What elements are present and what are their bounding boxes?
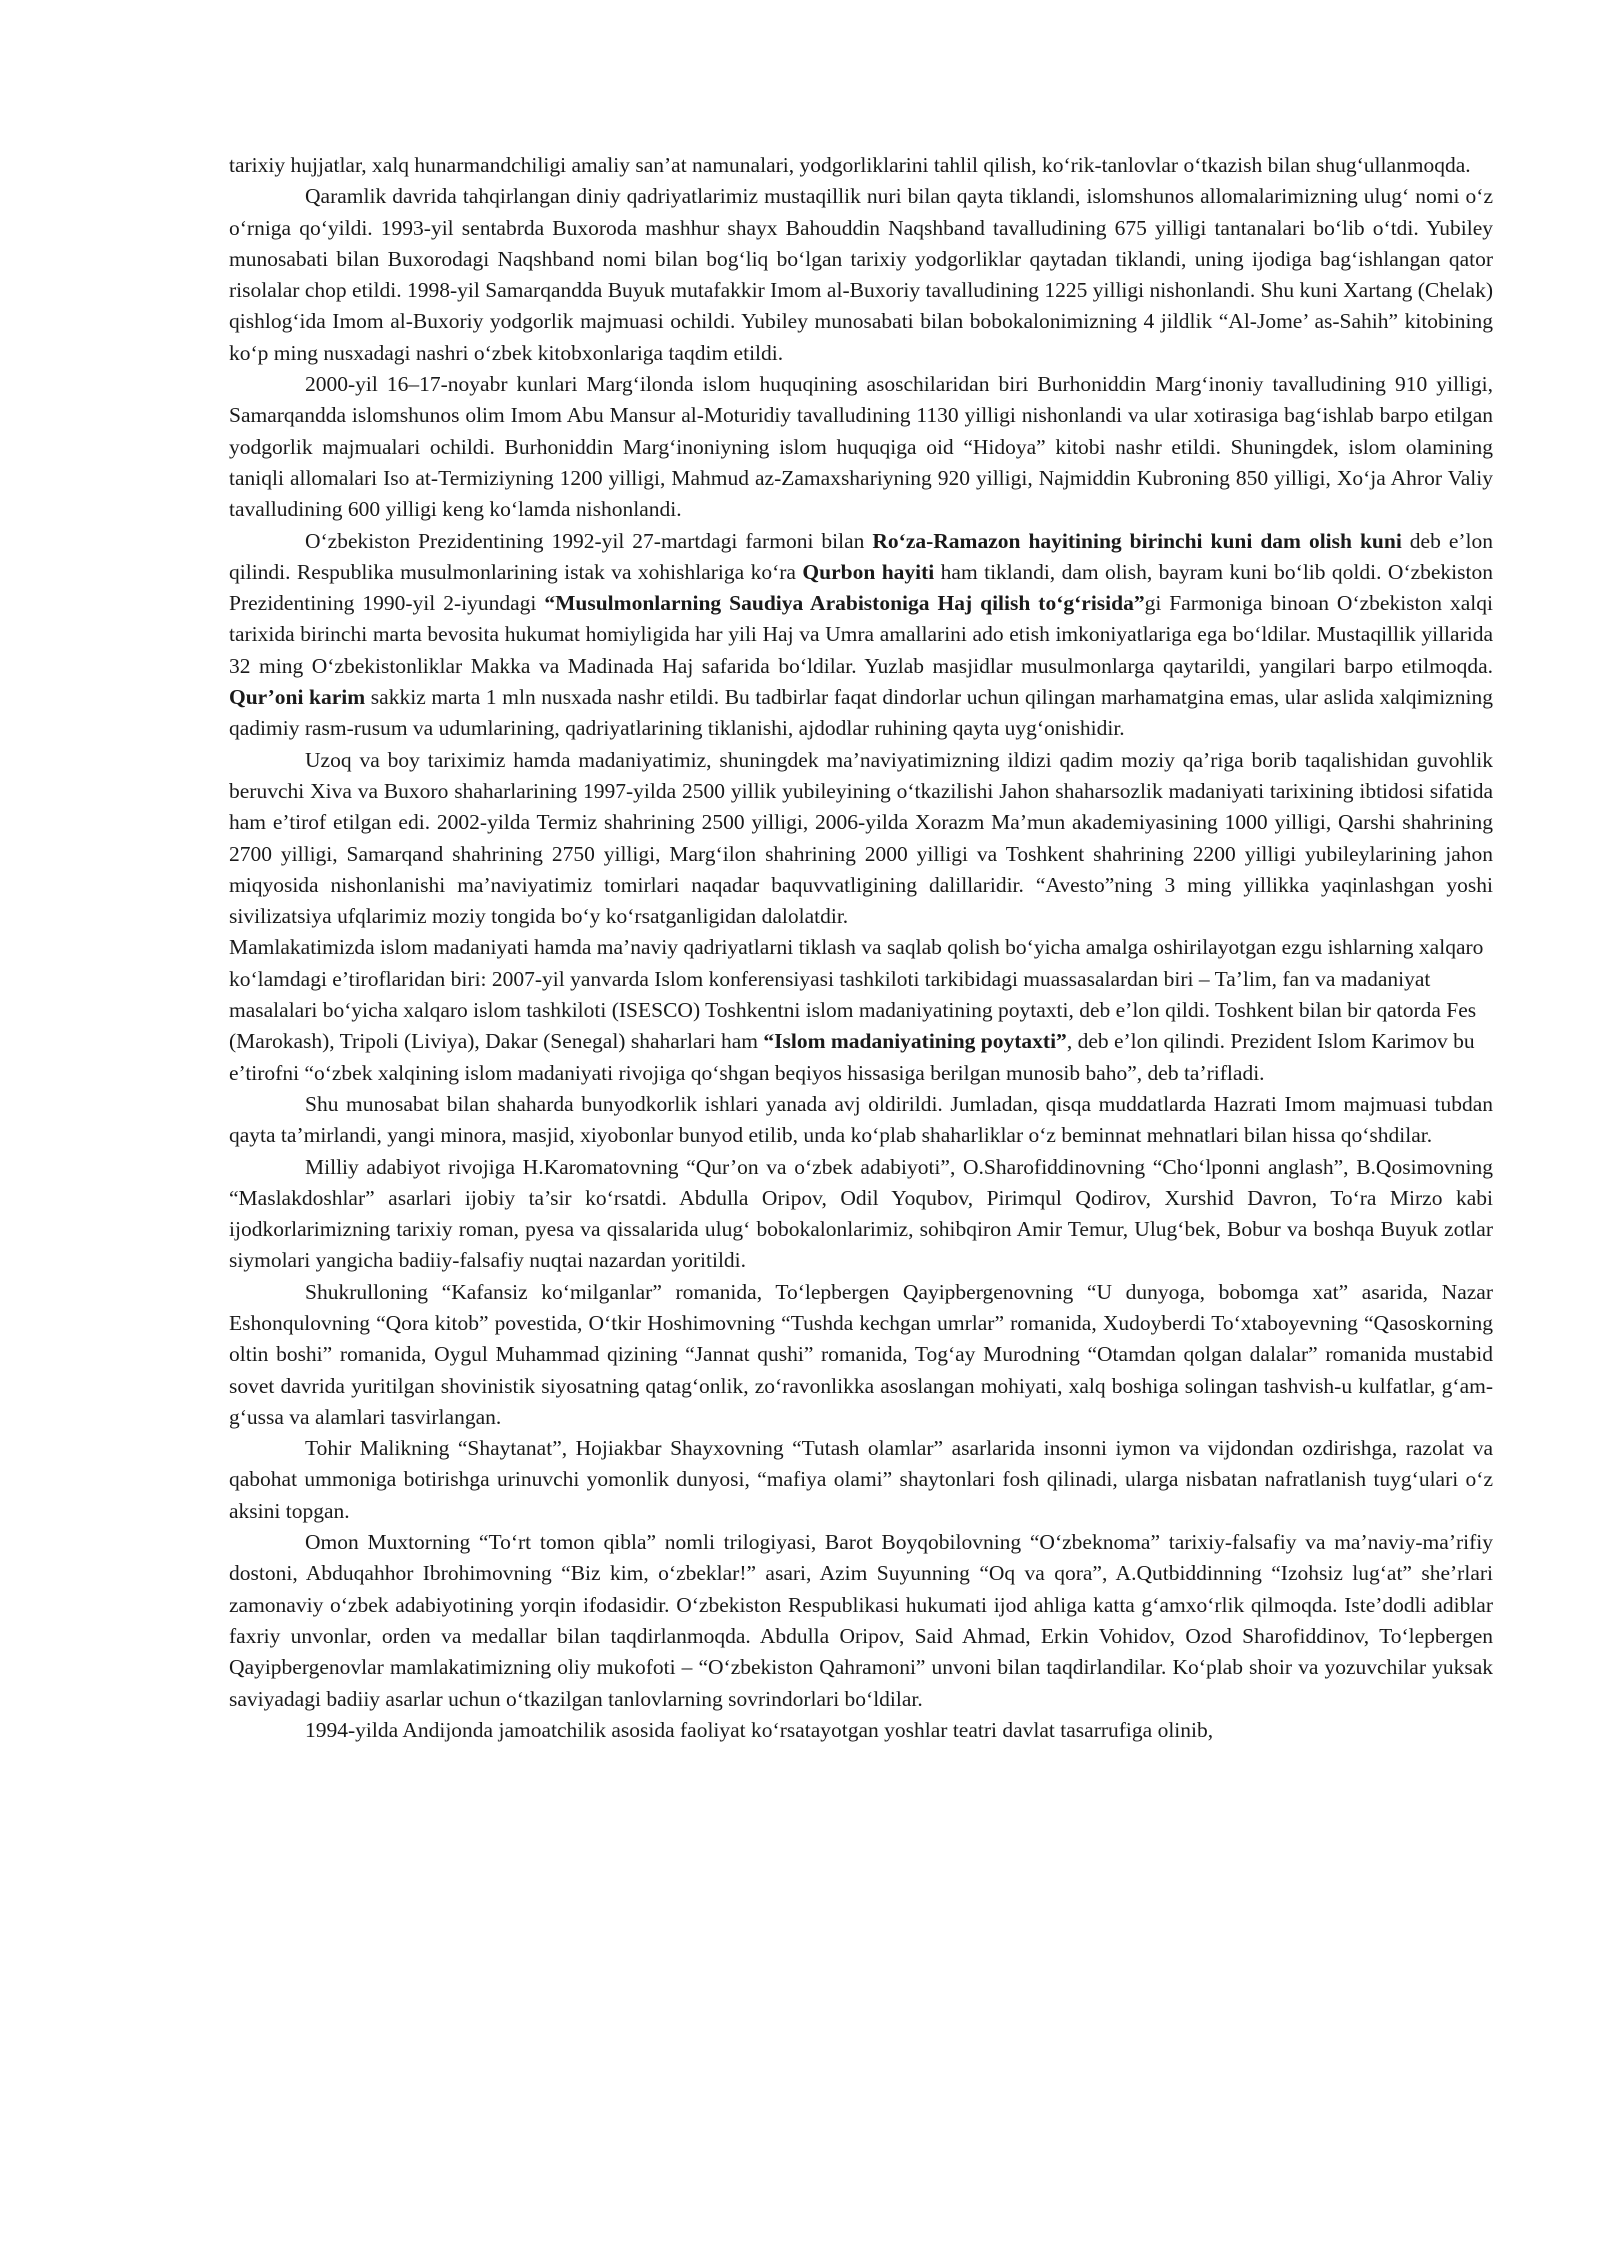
text-run: Shu munosabat bilan shaharda bunyodkorlik ishlari yanada avj oldirildi. Jumladan, qisqa muddatlarda Hazrati Imom majmuasi tubdan qayta ta’mirlandi, yangi minora, masjid, xiyobonlar bunyod etilib, unda ko‘plab shaharliklar o‘z beminnat mehnatlari bilan hissa qo‘shdilar. bbox=[229, 1091, 1493, 1148]
text-run: 1994-yilda Andijonda jamoatchilik asosida faoliyat ko‘rsatayotgan yoshlar teatri davlat tasarrufiga olinib, bbox=[305, 1717, 1214, 1742]
paragraph-p11 bbox=[229, 1527, 1493, 1715]
paragraph-p9 bbox=[229, 1277, 1493, 1433]
text-run: Uzoq va boy tariximiz hamda madaniyatimiz, shuningdek ma’naviyatimizning ildizi qadim moziy qa’riga borib taqalishidan guvohlik beruvchi Xiva va Buxoro shaharlarining 1997-yilda 2500 yillik yubileyining o‘tkazilishi Jahon shaharsozlik madaniyati tarixining ibtidosi sifatida ham e’tirof etilgan edi. 2002-yilda Termiz shahrining 2500 yilligi, 2006-yilda Xorazm Ma’mun akademiyasining 1000 yilligi, Qarshi shahrining 2700 yilligi, Samarqand shahrining 2750 yilligi, Marg‘ilon shahrining 2000 yilligi va Toshkent shahrining 2200 yilligi yubileylarining jahon miqyosida nishonlanishi ma’naviyatimiz tomirlari naqadar baquvvatligining dalillaridir. “Avesto”ning 3 ming yillikka yaqinlashgan yoshi sivilizatsiya ufqlarimiz moziy tongida bo‘y ko‘rsatganligidan dalolatdir. bbox=[229, 747, 1493, 929]
text-run: tarixiy hujjatlar, xalq hunarmandchiligi amaliy san’at namunalari, yodgorliklarini tahlil qilish, ko‘rik-tanlovlar o‘tkazish bilan shug‘ullanmoqda. bbox=[229, 153, 1471, 177]
paragraph-p12 bbox=[229, 1715, 1493, 1746]
paragraph-p5 bbox=[229, 745, 1493, 933]
paragraph-p4 bbox=[229, 526, 1493, 745]
paragraph-p10 bbox=[229, 1433, 1493, 1527]
bold-text: Ro‘za-Ramazon hayitining birinchi kuni dam olish kuni bbox=[872, 528, 1402, 553]
text-run: Qaramlik davrida tahqirlangan diniy qadriyatlarimiz mustaqillik nuri bilan qayta tiklandi, islomshunos allomalarimizning ulug‘ nomi o‘z o‘rniga qo‘yildi. 1993-yil sentabrda Buxoroda mashhur shayx Bahouddin Naqshband tavalludining 675 yilligi tantanalari bo‘lib o‘tdi. Yubiley munosabati bilan Buxorodagi Naqshband nomi bilan bog‘liq bo‘lgan tarixiy yodgorliklar qaytadan tiklandi, uning ijodiga bag‘ishlangan qator risolalar chop etildi. 1998-yil Samarqandda Buyuk mutafakkir Imom al-Buxoriy tavalludining 1225 yilligi nishonlandi. Shu kuni Xartang (Chelak) qishlog‘ida Imom al-Buxoriy yodgorlik majmuasi ochildi. Yubiley munosabati bilan bobokalonimizning 4 jildlik “Al-Jome’ as-Sahih” kitobining ko‘p ming nusxadagi nashri o‘zbek kitobxonlariga taqdim etildi. bbox=[229, 184, 1493, 365]
paragraph-p6 bbox=[229, 932, 1493, 1088]
document-page bbox=[229, 150, 1493, 1746]
text-run: Tohir Malikning “Shaytanat”, Hojiakbar Shayxovning “Tutash olamlar” asarlarida insonni iymon va vijdondan ozdirishga, razolat va qabohat ummoniga botirishga urinuvchi yomonlik dunyosi, “mafiya olami” shaytonlari fosh qilinadi, ularga nisbatan nafratlanish tuyg‘ulari o‘z aksini topgan. bbox=[229, 1436, 1493, 1523]
paragraph-p8 bbox=[229, 1152, 1493, 1277]
text-run: , deb e’lon qilindi. Prezident Islom Karimov bu e’tirofni “o‘zbek xalqining islom madaniyati rivojiga qo‘shgan beqiyos hissasiga berilgan munosib baho”, deb ta’rifladi. bbox=[229, 1029, 1475, 1085]
paragraph-p7 bbox=[229, 1089, 1493, 1152]
text-run: Shukrulloning “Kafansiz ko‘milganlar” romanida, To‘lepbergen Qayipbergenovning “U dunyoga, bobomga xat” asarida, Nazar Eshonqulovning “Qora kitob” povestida, O‘tkir Hoshimovning “Tushda kechgan umrlar” romanida, Xudoyberdi To‘xtaboyevning “Qasoskorning oltin boshi” romanida, Oygul Muhammad qizining “Jannat qushi” romanida, Tog‘ay Murodning “Otamdan qolgan dalalar” romanida mustabid sovet davrida yuritilgan shovinistik siyosatning qatag‘onlik, zo‘ravonlikka asoslangan mohiyati, xalq boshiga solingan tashvish-u kulfatlar, g‘am-g‘ussa va alamlari tasvirlangan. bbox=[229, 1279, 1493, 1429]
text-run: gi Farmoniga binoan O‘zbekiston xalqi tarixida birinchi marta bevosita hukumat homiyligida har yili Haj va Umra amallarini ado etish imkoniyatlariga ega bo‘ldilar. Mustaqillik yillarida 32 ming O‘zbekistonliklar Makka va Madinada Haj safarida bo‘ldilar. Yuzlab masjidlar musulmonlarga qaytarildi, yangilari barpo etilmoqda. bbox=[229, 591, 1493, 678]
text-run: 2000-yil 16–17-noyabr kunlari Marg‘ilonda islom huquqining asoschilaridan biri Burhoniddin Marg‘inoniy tavalludining 910 yilligi, Samarqandda islomshunos olim Imom Abu Mansur al-Moturidiy tavalludining 1130 yilligi nishonlandi va ular xotirasiga bag‘ishlab barpo etilgan yodgorlik majmualari ochildi. Burhoniddin Marg‘inoniyning islom huquqiga oid “Hidoya” kitobi nashr etildi. Shuningdek, islom olamining taniqli allomalari Iso at-Termiziyning 1200 yilligi, Mahmud az-Zamaxshariyning 920 yilligi, Najmiddin Kubroning 850 yilligi, Xo‘ja Ahror Valiy tavalludining 600 yilligi keng ko‘lamda nishonlandi. bbox=[229, 372, 1493, 522]
text-run: ham tiklandi, dam olish, bayram kuni bo‘lib qoldi. O‘zbekiston Prezidentining 1990-yil 2-iyundagi bbox=[229, 559, 1494, 616]
paragraph-p2 bbox=[229, 181, 1493, 369]
bold-text: “Musulmonlarning Saudiya Arabistoniga Haj qilish to‘g‘risida” bbox=[544, 591, 1145, 616]
paragraph-p3 bbox=[229, 369, 1493, 525]
text-run: Omon Muxtorning “To‘rt tomon qibla” nomli trilogiyasi, Barot Boyqobilovning “O‘zbeknoma” tarixiy-falsafiy va ma’naviy-ma’rifiy dostoni, Abduqahhor Ibrohimovning “Biz kim, o‘zbeklar!” asari, Azim Suyunning “Oq va qora”, A.Qutbiddinning “Izohsiz lug‘at” she’rlari zamonaviy o‘zbek adabiyotining yorqin ifodasidir. O‘zbekiston Respublikasi hukumati ijod ahliga katta g‘amxo‘rlik qilmoqda. Iste’dodli adiblar faxriy unvonlar, orden va medallar bilan taqdirlanmoqda. Abdulla Oripov, Said Ahmad, Erkin Vohidov, Ozod Sharofiddinov, To‘lepbergen Qayipbergenovlar mamlakatimizning oliy mukofoti – “O‘zbekiston Qahramoni” unvoni bilan taqdirlandilar. Ko‘plab shoir va yozuvchilar yuksak saviyadagi badiiy asarlar uchun o‘tkazilgan tanlovlarning sovrindorlari bo‘ldilar. bbox=[229, 1530, 1493, 1711]
bold-text: Qur’oni karim bbox=[229, 685, 366, 710]
text-run: O‘zbekiston Prezidentining 1992-yil 27-martdagi farmoni bilan bbox=[305, 528, 873, 553]
bold-text: Qurbon hayiti bbox=[802, 559, 935, 584]
text-run: deb e’lon qilindi. Respublika musulmonlarining istak va xohishlariga ko‘ra bbox=[229, 528, 1494, 584]
text-run: Milliy adabiyot rivojiga H.Karomatovning “Qur’on va o‘zbek adabiyoti”, O.Sharofiddinovning “Cho‘lponni anglash”, B.Qosimovning “Maslakdoshlar” asarlari ijobiy ta’sir ko‘rsatdi. Abdulla Oripov, Odil Yoqubov, Pirimqul Qodirov, Xurshid Davron, To‘ra Mirzo kabi ijodkorlarimizning tarixiy roman, pyesa va qissalarida ulug‘ bobokalonlarimiz, sohibqiron Amir Temur, Ulug‘bek, Bobur va boshqa Buyuk zotlar siymolari yangicha badiiy-falsafiy nuqtai nazardan yoritildi. bbox=[229, 1154, 1493, 1273]
text-run: Mamlakatimizda islom madaniyati hamda ma’naviy qadriyatlarni tiklash va saqlab qolish bo‘yicha amalga oshirilayotgan ezgu ishlarning xalqaro ko‘lamdagi e’tiroflaridan biri: 2007-yil yanvarda Islom konferensiyasi tashkiloti tarkibidagi muassasalardan biri – Ta’lim, fan va madaniyat masalalari bo‘yicha xalqaro islom tashkiloti (ISESCO) Toshkentni islom madaniyatining poytaxti, deb e’lon qildi. Toshkent bilan bir qatorda Fes (Marokash), Tripoli (Liviya), Dakar (Senegal) shaharlari ham bbox=[229, 935, 1484, 1054]
bold-text: “Islom madaniyatining poytaxti” bbox=[763, 1029, 1067, 1054]
paragraph-p1 bbox=[229, 150, 1493, 181]
text-run: sakkiz marta 1 mln nusxada nashr etildi. Bu tadbirlar faqat dindorlar uchun qilingan marhamatgina emas, ular aslida xalqimizning qadimiy rasm-rusum va udumlarining, qadriyatlarining tiklanishi, ajdodlar ruhining qayta uyg‘onishidir. bbox=[229, 685, 1493, 741]
